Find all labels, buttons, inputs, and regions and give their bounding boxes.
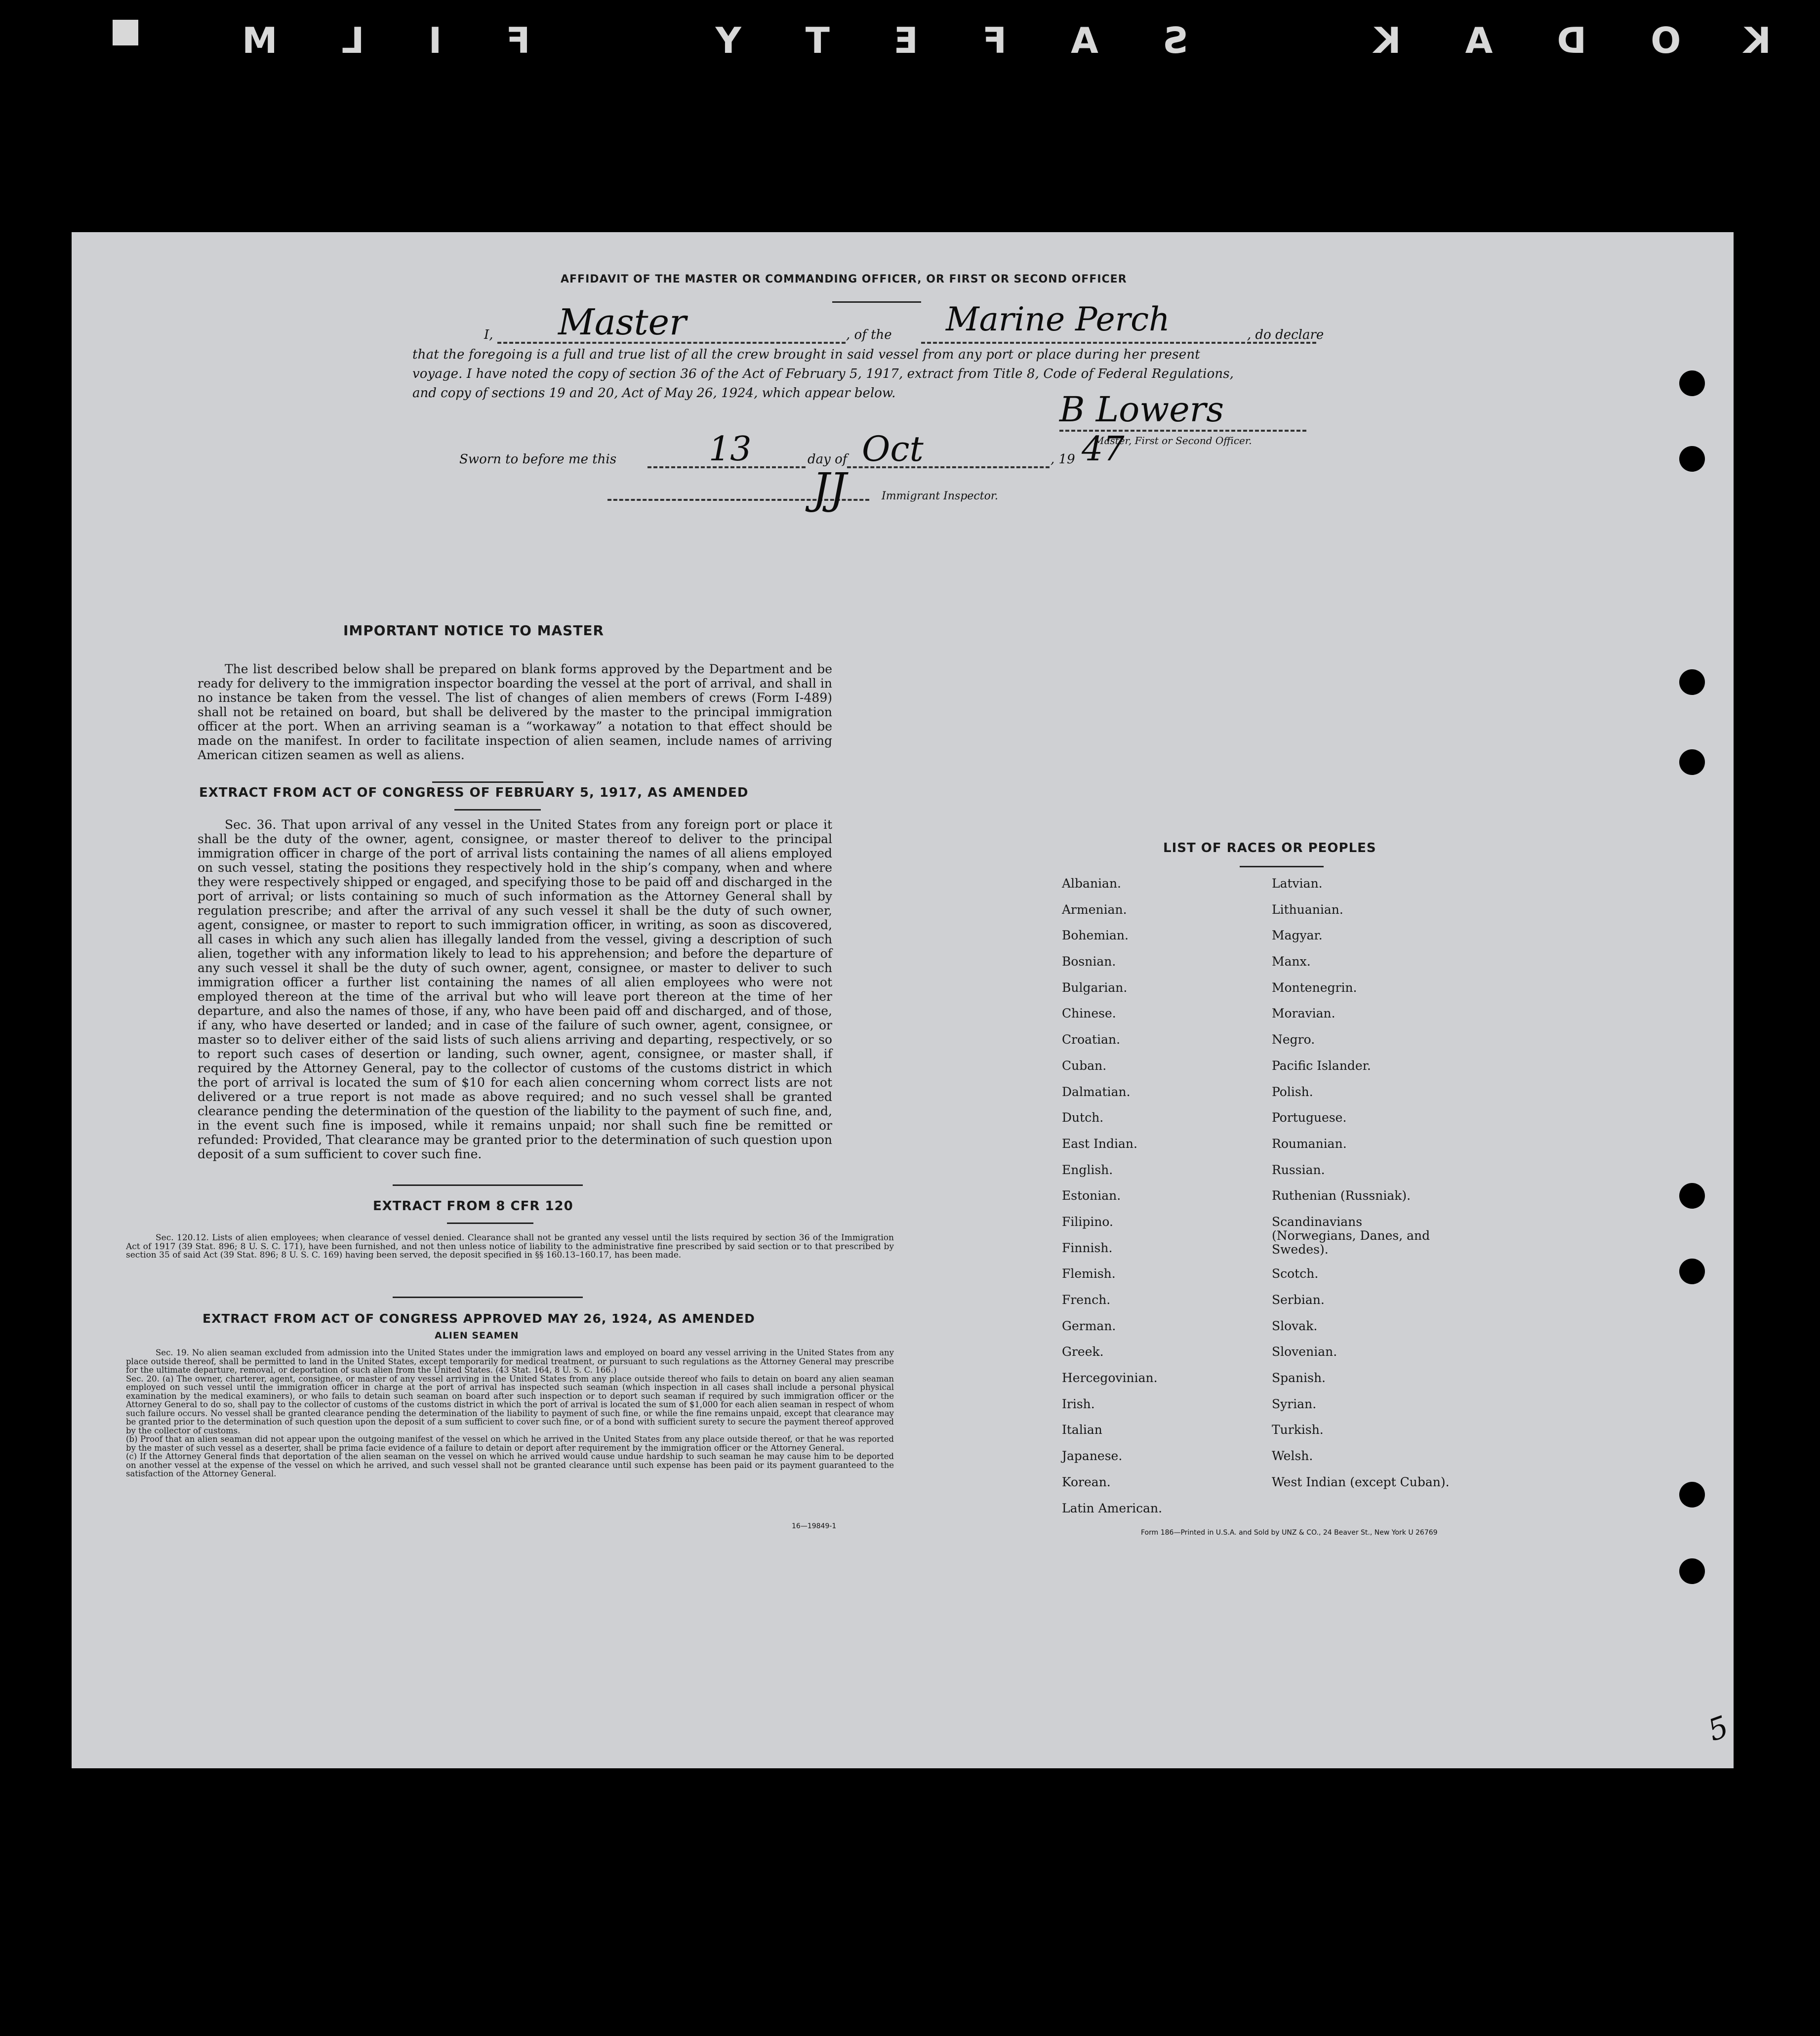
sworn-mid: day of [808,452,848,467]
sworn-year-prefix: , 19 [1051,452,1075,467]
race-left-item: Irish. [1062,1396,1095,1411]
race-left-item: Filipino. [1062,1214,1113,1229]
race-right-item: Portuguese. [1272,1110,1347,1125]
extract-cfr-end-rule [393,1297,583,1298]
race-left-item: Dalmatian. [1062,1084,1131,1099]
extract-1924-subtitle: ALIEN SEAMEN [435,1330,519,1341]
extract-1917-end-rule [393,1184,583,1186]
affidavit-line1-mid: , of the [846,327,892,342]
film-edge-strip [0,0,1820,84]
sworn-year: 47 [1082,430,1125,469]
race-left-item: Finnish. [1062,1240,1113,1255]
officer-signature: B Lowers [1059,389,1224,430]
race-left-item: Bosnian. [1062,954,1116,969]
race-right-item: Montenegrin. [1272,980,1357,995]
races-left-column [1062,877,1210,1521]
races-rule [1240,866,1324,867]
race-left-item: Korean. [1062,1474,1111,1489]
vessel-handwritten: Marine Perch [946,300,1170,338]
race-right-item: Syrian. [1272,1396,1317,1411]
punch-hole [1679,1259,1705,1284]
extract-1924-form-code: 16—19849-1 [792,1522,837,1530]
race-right-item: Scandinavians (Norwegians, Danes, and Swedes). [1272,1214,1430,1257]
race-right-item: Roumanian. [1272,1136,1347,1151]
inspector-signature: JJ [812,464,847,514]
race-left-item: Estonian. [1062,1188,1121,1203]
race-left-item: Croatian. [1062,1032,1121,1047]
notice-body: The list described below shall be prepared on blank forms approved by the Department and be ready for delivery to the immigration inspector boarding the vessel at the port of arrival, and shall in no instance be taken from the vessel. The list of changes of alien members of crews (Form I-489) shall not be retained on board, but shall be delivered by the master to the principal immigration officer at the port. When an arriving seaman is a “workaway” a notation to that effect should be made on the manifest. In order to facilitate inspection of alien seamen, include names of arriving American citizen seamen as well as aliens. [198,662,832,762]
race-right-item: Latvian. [1272,876,1323,891]
officer-caption: Master, First or Second Officer. [1094,435,1252,447]
race-left-item: German. [1062,1318,1116,1333]
race-right-item: Slovenian. [1272,1344,1337,1359]
affidavit-title: AFFIDAVIT OF THE MASTER OR COMMANDING OFFICER, OR FIRST OR SECOND OFFICER [561,273,1127,285]
sworn-prefix: Sworn to before me this [459,452,617,467]
extract-1917-body: Sec. 36. That upon arrival of any vessel in the United States from any foreign port or place it shall be the duty of the owner, agent, consignee, or master thereof to deliver to the principal immigration officer in charge of the port of arrival lists containing the names of all aliens employed on such vessel, stating the positions they respectively hold in the ship’s company, when and where they were respectively shipped or engaged, and specifying those to be paid off and discharged in the port of arrival; or lists containing so much of such information as the Attorney General shall by regulation prescribe; and after the arrival of any such vessel it shall be the duty of such owner, agent, consignee, or master to report to such immigration officer, in writing, as soon as discovered, all cases in which any such alien has illegally landed from the vessel, giving a description of such alien, together with any information likely to lead to his apprehension; and before the departure of any such vessel it shall be the duty of such owner, agent, consignee, or master to deliver to such immigration officer a further list containing the names of all alien employees who were not employed thereon at the time of the arrival but who will leave port thereon at the time of her departure, and also the names of those, if any, who have been paid off and discharged, and of those, if any, who have deserted or landed; and in case of the failure of such owner, agent, consignee, or master so to deliver either of the said lists of such aliens arriving and departing, respectively, or so to report such cases of desertion or landing, such owner, agent, consignee, or master shall, if required by the Attorney General, pay to the collector of customs of the customs district in which the port of arrival is located the sum of $10 for each alien concerning whom correct lists are not delivered or a true report is not made as above required; and no such vessel shall be granted clearance pending the determination of the question of the liability to the payment of such fine, and, in the event such fine is imposed, while it remains unpaid; nor shall such fine be remitted or refunded: Provided, That clearance may be granted prior to the determination of such question upon deposit of a sum sufficient to cover such fine. [198,817,832,1161]
punch-hole [1679,370,1705,396]
notice-title: IMPORTANT NOTICE TO MASTER [343,622,605,639]
race-right-item: Spanish. [1272,1371,1326,1385]
race-left-item: French. [1062,1293,1111,1307]
race-left-item: Japanese. [1062,1449,1123,1464]
extract-1917-title: EXTRACT FROM ACT OF CONGRESS OF FEBRUARY 5, 1917, AS AMENDED [199,785,749,800]
races-title: LIST OF RACES OR PEOPLES [1163,841,1376,855]
affidavit-line1-prefix: I, [484,327,493,342]
race-right-item: Russian. [1272,1162,1325,1177]
sworn-month: Oct [862,429,924,469]
race-right-item: Moravian. [1272,1006,1335,1021]
race-left-item: Flemish. [1062,1266,1116,1281]
affidavit-line4: and copy of sections 19 and 20, Act of May 26, 1924, which appear below. [412,386,896,401]
rank-handwritten: Master [558,301,687,343]
race-left-item: Bulgarian. [1062,980,1128,995]
race-right-item: Manx. [1272,954,1311,969]
film-edge-text: KODAK SAFETY FILM [178,20,1771,61]
punch-hole [1679,669,1705,695]
race-right-item: Turkish. [1272,1423,1324,1437]
races-right-column [1272,877,1479,1502]
punch-hole [1679,749,1705,775]
film-edge-mark [113,20,138,45]
race-right-item: Welsh. [1272,1449,1313,1464]
race-right-item: Negro. [1272,1032,1315,1047]
affidavit-line1-suffix: , do declare [1247,327,1324,342]
page-mark: 5 [1703,1709,1734,1749]
race-left-item: Cuban. [1062,1058,1107,1073]
race-left-item: Armenian. [1062,902,1127,917]
race-left-item: East Indian. [1062,1136,1137,1151]
race-left-item: Latin American. [1062,1501,1163,1515]
extract-cfr-body: Sec. 120.12. Lists of alien employees; when clearance of vessel denied. Clearance shall not be granted any vessel until the lists required by section 36 of the Immigration Act of 1917 (39 Stat. 896; 8 U. S. C. 171), have been furnished, and not then unless notice of liability to the administrative fine prescribed by said section or to that prescribed by section 35 of said Act (39 Stat. 896; 8 U. S. C. 169) having been served, the deposit specified in §§ 160.13–160.17, has been made. [126,1233,894,1260]
printer-line: Form 186—Printed in U.S.A. and Sold by UNZ & CO., 24 Beaver St., New York U 26769 [1141,1529,1438,1537]
race-left-item: Greek. [1062,1344,1104,1359]
notice-rule [432,781,543,783]
race-right-item: Lithuanian. [1272,902,1343,917]
race-right-item: Magyar. [1272,928,1323,943]
affidavit-line2: that the foregoing is a full and true list of all the crew brought in said vessel from any port or place during her present [412,347,1200,362]
race-left-item: Albanian. [1062,876,1122,891]
document-page [72,232,1734,1768]
affidavit-line3: voyage. I have noted the copy of section 36 of the Act of February 5, 1917, extract from Title 8, Code of Federal Regulations, [412,366,1234,381]
extract-1924-title: EXTRACT FROM ACT OF CONGRESS APPROVED MAY 26, 1924, AS AMENDED [202,1311,755,1326]
race-right-item: West Indian (except Cuban). [1272,1474,1450,1489]
punch-hole [1679,446,1705,472]
extract-1924-body: Sec. 19. No alien seaman excluded from admission into the United States under the immigration laws and employed on board any vessel arriving in the United States from any place outside thereof, shall be permitted to land in the United States, except temporarily for medical treatment, or pursuant to such regulations as the Attorney General may prescribe for the ultimate departure, removal, or deportation of such alien from the United States. (43 Stat. 164, 8 U. S. C. 166.) Sec. 20. (a) The owner, charterer, agent, consignee, or master of any vessel arriving in the United States from any place outside thereof who fails to detain on board any alien seaman employed on such vessel until the immigration officer in charge at the port of arrival has inspected such seaman (which inspection in all cases shall include a personal physical examination by the medical examiners), or who fails to detain such seaman on board after such inspection or to deport such seaman if required by such immigration officer or the Attorney General to do so, shall pay to the collector of customs of the customs district in which the port of arrival is located the sum of $1,000 for each alien seaman in respect of whom such failure occurs. No vessel shall be granted clearance pending the determination of the liability to payment of such fine, or while the fine remains unpaid, except that clearance may be granted prior to the determination of such question upon the deposit of a sum sufficient to cover such fine, or of a bond with sufficient surety to secure the payment thereof approved by the collector of customs. (b) Proof that an alien seaman did not appear upon the outgoing manifest of the vessel on which he arrived in the United States from any place outside thereof, or that he was reported by the master of such vessel as a deserter, shall be prima facie evidence of a failure to detain or deport after requirement by the immigration officer or the Attorney General. (c) If the Attorney General finds that deportation of the alien seaman on the vessel on which he arrived would cause undue hardship to such seaman he may cause him to be deported on another vessel at the expense of the vessel on which he arrived, and such vessel shall not be granted clearance until such expense has been paid or its payment guaranteed to the satisfaction of the Attorney General. [126,1348,894,1478]
punch-hole [1679,1482,1705,1507]
punch-hole [1679,1558,1705,1584]
punch-hole [1679,1183,1705,1209]
race-left-item: Chinese. [1062,1006,1116,1021]
race-right-item: Serbian. [1272,1293,1325,1307]
race-right-item: Slovak. [1272,1318,1318,1333]
race-right-item: Pacific Islander. [1272,1058,1371,1073]
race-left-item: Italian [1062,1423,1102,1437]
race-right-item: Ruthenian (Russniak). [1272,1188,1411,1203]
race-left-item: Bohemian. [1062,928,1129,943]
race-left-item: Hercegovinian. [1062,1371,1158,1385]
extract-cfr-title: EXTRACT FROM 8 CFR 120 [373,1199,573,1214]
extract-1917-rule [454,809,541,811]
extract-cfr-rule [447,1222,533,1224]
inspector-caption: Immigrant Inspector. [882,490,998,502]
affidavit-title-rule [832,301,921,303]
sworn-day: 13 [709,430,752,469]
race-left-item: Dutch. [1062,1110,1104,1125]
race-left-item: English. [1062,1162,1113,1177]
race-right-item: Polish. [1272,1084,1313,1099]
race-right-item: Scotch. [1272,1266,1319,1281]
